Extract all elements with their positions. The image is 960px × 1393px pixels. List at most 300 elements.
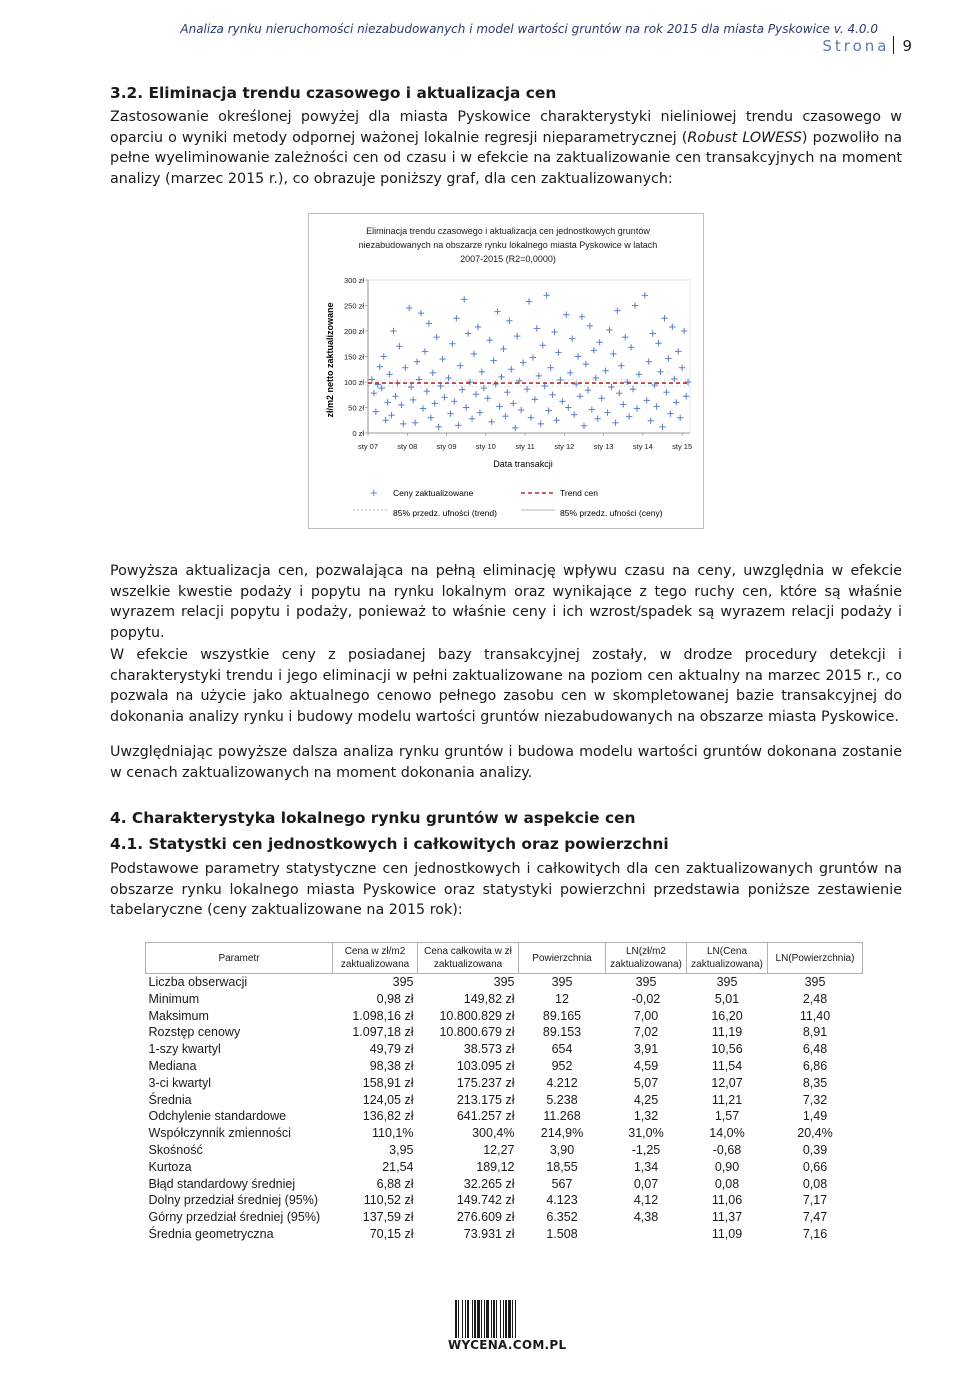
table-cell: 1,34 [633,1159,659,1174]
table-cell: 5,07 [633,1075,659,1090]
data-point [518,407,524,413]
table-cell: 2,48 [802,991,828,1006]
table-cell: 276.609 zł [456,1210,515,1225]
data-point [392,393,398,399]
table-cell: 395 [392,975,414,989]
data-point [649,330,655,336]
data-point [620,401,626,407]
table-cell: 3-ci kwartyl [148,1075,212,1090]
table-cell: 1.097,18 zł [352,1025,414,1040]
table-cell: 32.265 zł [463,1176,515,1191]
data-point [439,356,445,362]
barcode-bar [500,1300,501,1338]
data-point [675,348,681,354]
chart-axes [344,276,692,451]
data-point [414,358,420,364]
table-cell: 14,0% [709,1126,745,1141]
data-point [557,377,563,383]
barcode-bar [512,1300,513,1338]
data-point [591,347,597,353]
data-point [543,292,549,298]
y-tick-label: 150 zł [343,352,364,362]
data-point [646,358,652,364]
data-point [465,330,471,336]
data-point [661,315,667,321]
table-cell: 18,55 [546,1159,578,1174]
data-point [538,421,544,427]
data-point [510,400,516,406]
section-heading-3-2: 3.2. Eliminacja trendu czasowego i aktualizacja cen [110,84,557,102]
table-cell: 300,4% [472,1126,515,1141]
barcode-bar [508,1300,511,1338]
table-cell: 20,4% [797,1126,833,1141]
data-point [485,395,491,401]
barcode-bar [467,1300,469,1338]
table-header-row [146,943,863,974]
column-header: LN(Powierzchnia) [768,943,863,974]
chart-x-axis-label: Data transakcji [493,459,553,469]
data-point [469,416,475,422]
barcode-bar [481,1300,482,1338]
data-point [494,308,500,314]
document-header-title: Analiza rynku nieruchomości niezabudowanych i model wartości gruntów na rok 2015 dla miasta Pyskowice v. 4.0.0 [180,22,878,36]
table-cell: 6,48 [802,1042,828,1057]
table-cell: 158,91 zł [362,1075,414,1090]
x-tick-label: sty 09 [436,442,457,451]
barcode-bar [484,1300,485,1338]
table-row [146,1125,863,1142]
data-point [490,357,496,363]
barcode-bar [472,1300,473,1338]
table-cell: 1-szy kwartyl [148,1042,221,1057]
table-cell: 110,1% [372,1126,414,1141]
table-cell: 73.931 zł [463,1226,515,1241]
data-point [418,310,424,316]
data-point [504,389,510,395]
data-point [632,302,638,308]
data-point [565,404,571,410]
table-cell: 0,98 zł [376,991,414,1006]
table-cell: 103.095 zł [456,1058,515,1073]
y-tick-label: 50 zł [348,403,364,413]
table-row [146,1092,863,1109]
table-cell: 11,06 [711,1193,743,1208]
barcode-bar [465,1300,466,1338]
data-point [384,399,390,405]
data-point [596,339,602,345]
x-tick-label: sty 08 [397,442,418,451]
table-cell: 149.742 zł [456,1193,515,1208]
data-point [506,318,512,324]
data-point [424,388,430,394]
y-tick-label: 0 zł [352,429,364,438]
data-point [390,328,396,334]
table-cell: 10.800.679 zł [439,1025,515,1040]
table-cell: Średnia geometryczna [148,1226,274,1241]
table-row [146,1176,863,1193]
table-cell: 0,08 [714,1176,740,1191]
paragraph-intro-part1: Zastosowanie określonej powyżej dla miasta Pyskowice charakterystyki nieliniowej trendu czasowego w oparciu o wyniki metody odpornej ważonej lokalnie regresji nieparametrycznej ( [110,109,902,146]
table-cell: 4,12 [633,1193,659,1208]
barcode-bar [493,1300,495,1338]
data-point [475,324,481,330]
table-cell: 1,49 [802,1109,828,1124]
table-cell: -1,25 [631,1142,661,1157]
table-row [146,991,863,1008]
data-point [644,397,650,403]
table-cell: 11,40 [799,1008,831,1023]
y-tick-label: 200 zł [343,327,364,336]
data-point [677,415,683,421]
data-point [547,365,553,371]
data-point [445,375,451,381]
data-point [671,376,677,382]
data-point [583,361,589,367]
data-point [614,307,620,313]
table-cell: 4.123 [546,1193,578,1208]
barcode-bar [477,1300,480,1338]
data-point [453,315,459,321]
data-point [534,325,540,331]
table-row [146,1058,863,1075]
table-row [146,1075,863,1092]
data-point [457,362,463,368]
data-point [575,353,581,359]
table-cell: 11,21 [711,1092,743,1107]
table-cell: 70,15 zł [369,1226,414,1241]
legend-plus-icon: + [370,485,378,500]
barcode-bar [462,1300,463,1338]
column-header: LN(Cena zaktualizowana) [687,943,768,974]
legend-ci-trend-label: 85% przedz. ufności (trend) [393,508,497,518]
data-point [610,351,616,357]
page-label: Strona [822,37,890,55]
data-point [665,355,671,361]
data-point [496,403,502,409]
data-point [502,413,508,419]
table-cell: 11,09 [711,1226,743,1241]
table-cell: 1,32 [633,1109,659,1124]
y-tick-label: 300 zł [343,276,364,285]
data-point [471,351,477,357]
column-header: LN(zł/m2 zaktualizowana) [606,943,687,974]
data-point [459,386,465,392]
table-cell: 641.257 zł [456,1109,515,1124]
barcode-bar [515,1300,516,1338]
data-point [526,298,532,304]
data-point [432,400,438,406]
table-cell: 3,91 [633,1042,659,1057]
table-cell: 1.098,16 zł [352,1008,414,1023]
data-point [422,348,428,354]
table-cell: 7,32 [802,1092,828,1107]
table-cell: Rozstęp cenowy [148,1025,241,1040]
data-point [636,371,642,377]
paragraph-update-explanation: Powyższa aktualizacja cen, pozwalająca na pełną eliminację wpływu czasu na ceny, uwzględnia w efekcie wszelkie kwestie podaży i popytu na rynku lokalnym oraz wynikające z tego ruchy cen, które są właśnie wyrazem relacji popytu i podaży, ponieważ to właśnie ceny i ich wzrost/spadek są wyrazem relacji podaży i popytu. [110,563,902,641]
data-point [555,349,561,355]
data-point [426,320,432,326]
table-cell: 31,0% [628,1126,664,1141]
data-point [622,334,628,340]
scatter-chart [0,0,960,540]
data-point [585,387,591,393]
table-row [146,1209,863,1226]
table-cell: 3,95 [389,1142,414,1157]
table-cell: 7,47 [802,1210,828,1225]
data-point [437,383,443,389]
data-point [681,328,687,334]
data-point [667,410,673,416]
data-point [388,412,394,418]
table-cell: Maksimum [148,1008,209,1023]
data-point [657,369,663,375]
table-cell: 98,38 zł [369,1058,414,1073]
data-point [451,398,457,404]
table-cell: 11,19 [711,1025,743,1040]
table-cell: Współczynnik zmienności [148,1126,291,1141]
table-cell: 189,12 [476,1159,515,1174]
table-cell: Dolny przedział średniej (95%) [148,1193,319,1208]
data-point [571,411,577,417]
data-point [373,408,379,414]
legend-ci-prices-label: 85% przedz. ufności (ceny) [560,508,663,518]
paragraph-intro-part2: ) pozwoliło na pełne wyeliminowanie zależności cen od czasu i w efekcie na zaktualizowanie cen transakcyjnych na moment analizy (marzec 2015 r.), co obrazuje poniższy graf, dla cen zaktualizowanych: [110,129,902,187]
chart-y-axis-label: zł/m2 netto zaktualizowane [325,302,335,418]
table-cell: 149,82 zł [463,991,515,1006]
barcode-bar [486,1300,489,1338]
table-cell: 8,91 [802,1025,828,1040]
data-point [406,305,412,311]
data-point [595,416,601,422]
data-point [381,353,387,359]
table-cell: 1.508 [546,1226,578,1241]
barcode-bar [458,1300,459,1338]
legend-trend-label: Trend cen [560,488,598,498]
data-point [441,394,447,400]
data-point [435,424,441,430]
data-point [477,409,483,415]
table-cell: -0,68 [712,1142,742,1157]
data-point [382,417,388,423]
table-cell: 3,90 [549,1142,575,1157]
data-point [628,344,634,350]
x-tick-label: sty 11 [515,442,535,451]
table-cell: 6,86 [802,1058,828,1073]
data-point [455,422,461,428]
data-point [602,368,608,374]
table-row [146,1142,863,1159]
x-tick-label: sty 15 [672,442,693,451]
data-point [604,409,610,415]
section-heading-4: 4. Charakterystyka lokalnego rynku gruntów w aspekcie cen [110,809,636,827]
table-row [146,1192,863,1209]
table-cell: 10.800.829 zł [439,1008,515,1023]
data-point [663,389,669,395]
data-point [567,370,573,376]
paragraph-further-analysis: Uwzględniając powyższe dalsza analiza rynku gruntów i budowa modelu wartości gruntów dokonana zostanie w cenach zaktualizowanych na moment dokonania analizy. [110,744,902,781]
column-header: Parametr [146,943,333,974]
data-point [530,354,536,360]
data-point [612,420,618,426]
x-tick-label: sty 10 [475,442,496,451]
table-cell: 6,88 zł [376,1176,414,1191]
table-cell: 395 [493,975,515,989]
data-point [634,405,640,411]
table-cell: 4,38 [633,1210,659,1225]
data-point [606,327,612,333]
chart-legend [353,485,663,518]
table-row [146,1159,863,1176]
data-point [608,384,614,390]
table-cell: Średnia [148,1092,192,1107]
barcode-bar [455,1300,457,1338]
table-cell: 11.268 [543,1109,581,1124]
data-point [581,423,587,429]
data-point [402,365,408,371]
column-header: Powierzchnia [519,943,606,974]
paragraph-update-effect: W efekcie wszystkie ceny z posiadanej bazy transakcyjnej zostały, w drodze procedury detekcji i charakterystyki trendu i jego eliminacji w pełni zaktualizowane na poziom cen aktualny na marzec 2015 r., co pozwala na użycie jako aktualnego cenowo pełnego zasobu cen w skompletowanej bazie transakcyjnej do dokonania analizy rynku i budowy modelu wartości gruntów niezabudowanych na obszarze miasta Pyskowice. [110,647,902,725]
data-point [659,424,665,430]
data-point [630,386,636,392]
data-point [447,410,453,416]
data-point [648,418,654,424]
table-cell: 21,54 [382,1159,414,1174]
data-point [540,342,546,348]
table-cell: Skośność [148,1142,203,1157]
chart-title: Eliminacja trendu czasowego i aktualizacja cen jednostkowych gruntów niezabudowanych na obszarze rynku lokalnego miasta Pyskowice w latach 2007-2015 (R2=0,0000) [358,226,658,264]
legend-series-label: Ceny zaktualizowane [393,488,474,498]
data-point [379,385,385,391]
data-point [498,374,504,380]
data-point [386,371,392,377]
data-point [579,314,585,320]
data-point [408,384,414,390]
data-point [653,403,659,409]
barcode-bar [503,1300,504,1338]
data-point [553,417,559,423]
data-point [577,393,583,399]
data-point [449,341,455,347]
data-point [487,337,493,343]
data-point [563,311,569,317]
table-cell: -0,02 [631,991,661,1006]
table-cell: 7,02 [633,1025,659,1040]
data-point [488,419,494,425]
data-point [598,395,604,401]
table-cell: 89.165 [542,1008,582,1023]
data-point [512,425,518,431]
data-point [508,366,514,372]
table-cell: Odchylenie standardowe [148,1109,287,1124]
data-point [673,399,679,405]
table-cell: 7,16 [802,1226,828,1241]
table-cell: 38.573 zł [463,1042,515,1057]
table-cell: 49,79 zł [369,1042,414,1057]
table-row [146,1024,863,1041]
table-cell: 567 [551,1176,573,1191]
table-cell: 11,37 [711,1210,743,1225]
table-row [146,1226,863,1243]
table-cell: 0,39 [802,1142,828,1157]
data-point [536,373,542,379]
data-point [473,391,479,397]
table-cell: 110,52 zł [363,1193,414,1208]
table-cell: 4,59 [633,1058,659,1073]
data-point [428,415,434,421]
data-point [434,334,440,340]
data-point [396,343,402,349]
data-point [551,329,557,335]
table-cell: 0,08 [802,1176,828,1191]
paragraph-intro-italic: Robust LOWESS [687,129,802,146]
column-header: Cena całkowita w zł zaktualizowana [418,943,519,974]
data-point [416,376,422,382]
data-point [545,407,551,413]
data-point [398,402,404,408]
table-cell: 7,17 [802,1193,828,1208]
table-cell: 654 [551,1042,573,1057]
barcode-bar [496,1300,497,1338]
data-point [559,398,565,404]
table-row [146,974,863,991]
data-point [500,346,506,352]
table-cell: 395 [551,975,573,989]
table-cell: 4,25 [633,1092,659,1107]
table-cell [606,1226,687,1243]
table-cell: 5.238 [546,1092,578,1107]
table-cell: 11,54 [711,1058,743,1073]
table-cell: 175.237 zł [456,1075,515,1090]
data-point [532,396,538,402]
table-cell: 5,01 [714,991,740,1006]
table-cell: 7,00 [633,1008,659,1023]
table-cell: 6.352 [546,1210,578,1225]
table-cell: 0,90 [714,1159,740,1174]
data-point [463,404,469,410]
table-cell: 214,9% [540,1126,584,1141]
barcode-bar [491,1300,492,1338]
data-point [371,390,377,396]
table-cell: 952 [551,1058,573,1073]
section-heading-4-1: 4.1. Statystki cen jednostkowych i całkowitych oraz powierzchni [110,835,669,853]
data-point [524,386,530,392]
data-point [412,420,418,426]
table-row [146,1108,863,1125]
data-point [669,324,675,330]
data-point [420,405,426,411]
table-cell: 0,07 [633,1176,659,1191]
table-cell: 10,56 [711,1042,743,1057]
table-body [146,974,863,1243]
y-tick-label: 100 zł [343,378,364,387]
page-number: 9 [902,37,912,55]
data-point [461,296,467,302]
table-cell: 136,82 zł [362,1109,414,1124]
data-point [616,390,622,396]
column-header: Cena w zł/m2 zaktualizowana [333,943,418,974]
table-cell: 12,07 [711,1075,743,1090]
data-point [528,415,534,421]
data-point [569,335,575,341]
data-point [549,392,555,398]
table-cell: 137,59 zł [362,1210,414,1225]
data-point [683,393,689,399]
table-cell: Błąd standardowy średniej [148,1176,296,1191]
data-point [679,365,685,371]
table-cell: 12 [555,991,569,1006]
table-cell: Górny przedział średniej (95%) [148,1210,321,1225]
table-cell: 12,27 [483,1142,515,1157]
